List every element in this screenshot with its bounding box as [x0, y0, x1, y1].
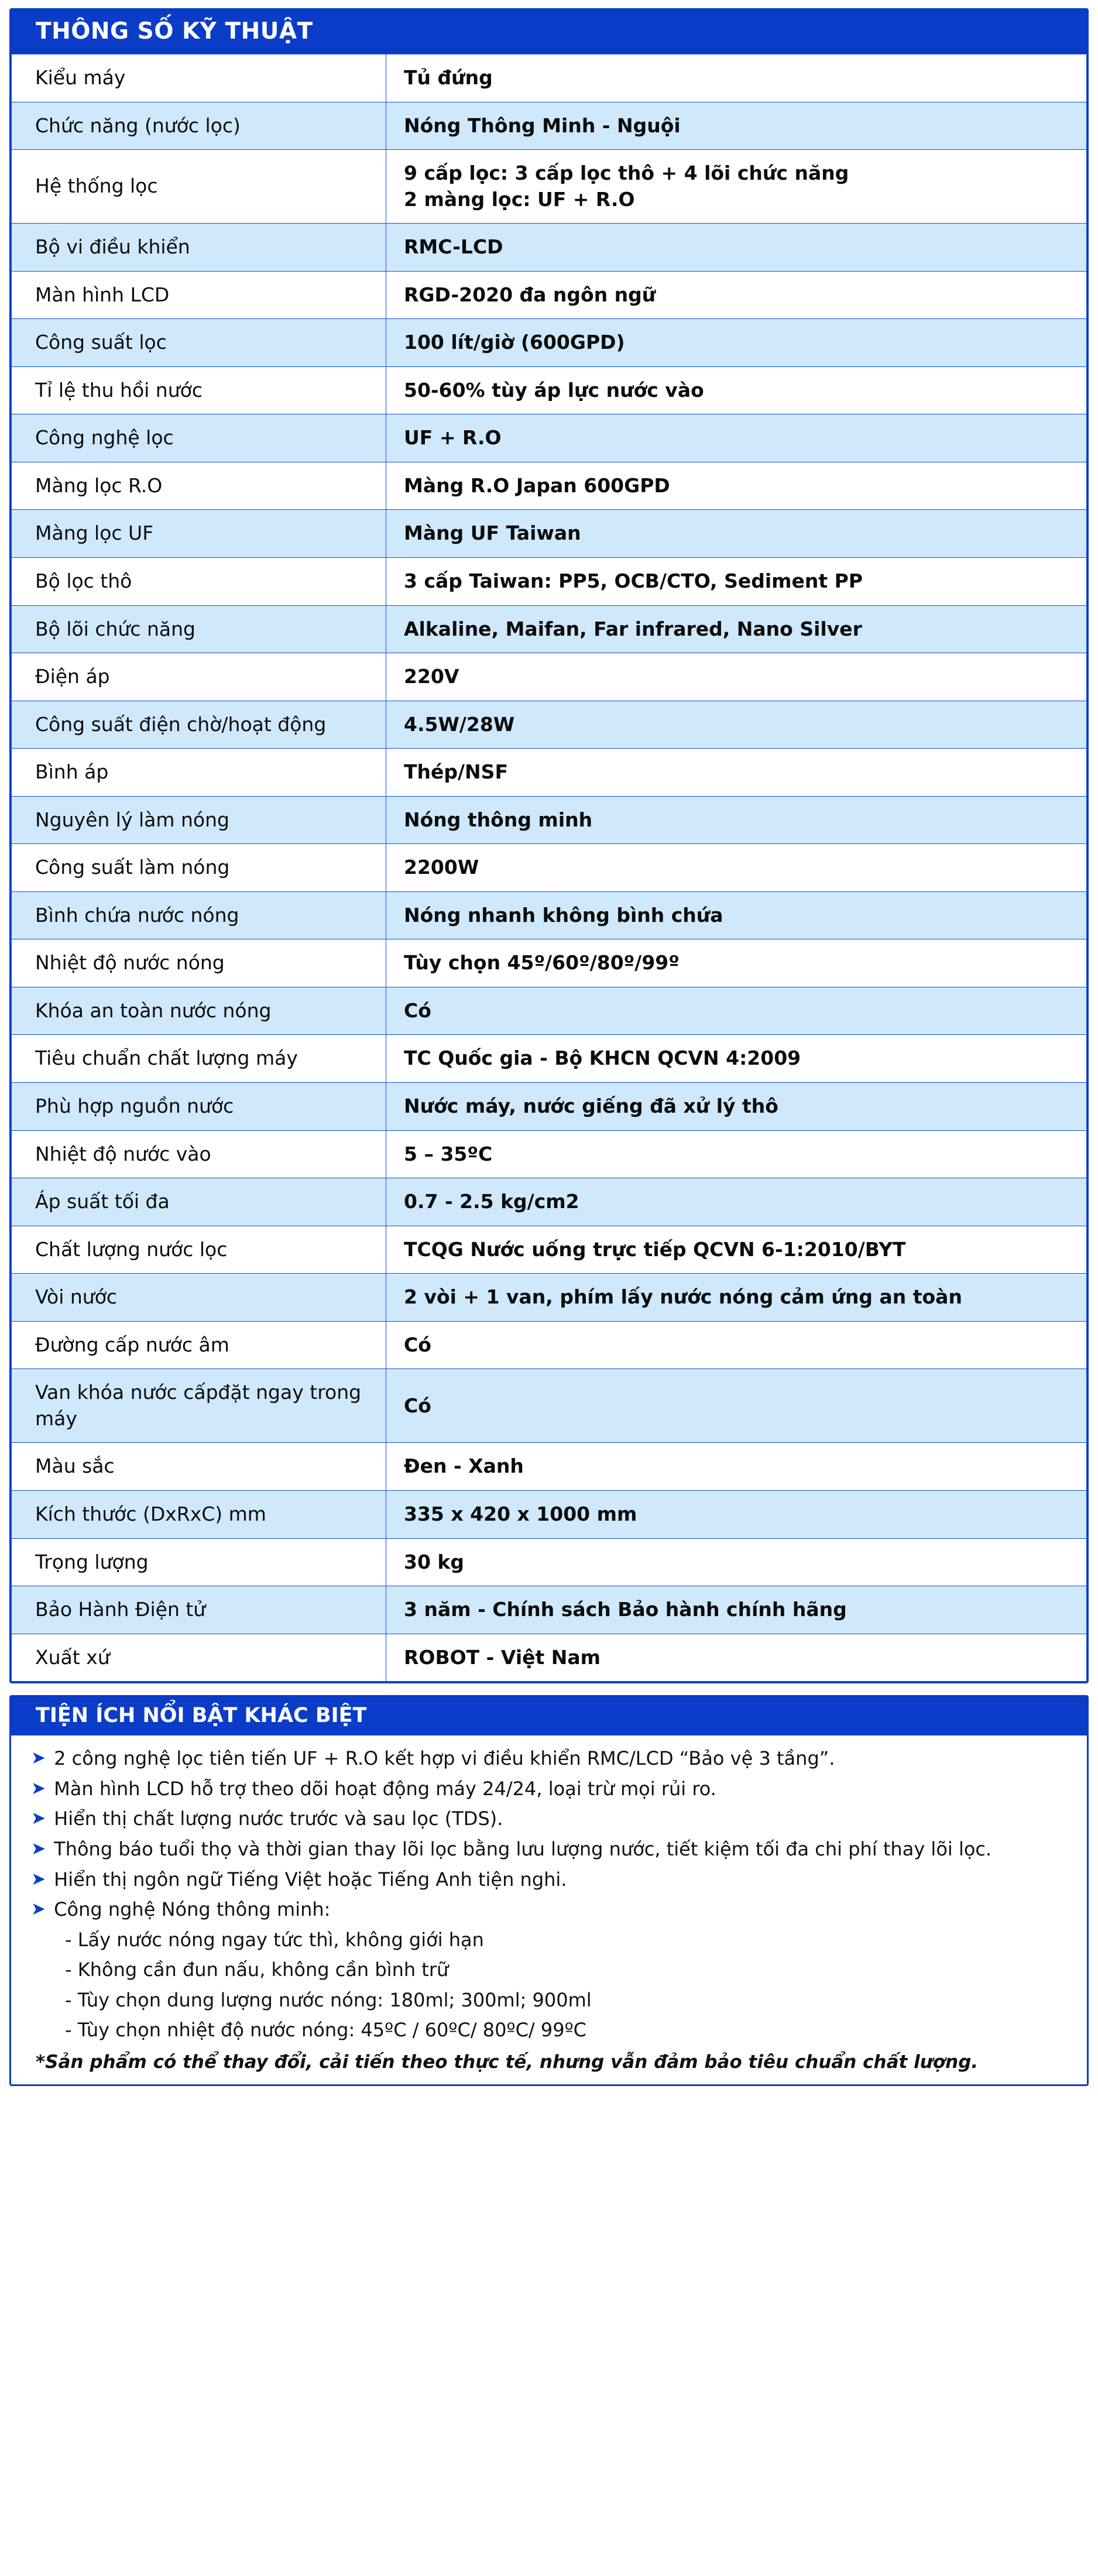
list-item: [31, 1744, 1069, 1774]
arrow-bullet-icon: ➤: [31, 1868, 46, 1889]
list-item-label: Hiển thị chất lượng nước trước và sau lọc (TDS).: [54, 1807, 503, 1830]
sub-list-item: - Tùy chọn nhiệt độ nước nóng: 45ºC / 60ºC/ 80ºC/ 99ºC: [65, 2019, 586, 2042]
list-item-label: Màn hình LCD hỗ trợ theo dõi hoạt động máy 24/24, loại trừ mọi rủi ro.: [54, 1777, 716, 1800]
spec-value: [386, 605, 1087, 653]
table-row: [12, 1130, 1087, 1178]
spec-value-line: Nước máy, nước giếng đã xử lý thô: [404, 1095, 778, 1118]
spec-key: Bộ vi điều khiển: [12, 224, 386, 272]
spec-key: Vòi nước: [12, 1274, 386, 1322]
spec-value: [386, 1083, 1087, 1131]
list-item: [31, 1774, 1069, 1805]
spec-key: Khóa an toàn nước nóng: [12, 987, 386, 1035]
spec-key: Màn hình LCD: [12, 271, 386, 319]
spec-value: [386, 271, 1087, 319]
spec-value: [386, 1178, 1087, 1226]
specifications-table: [11, 54, 1087, 1682]
arrow-bullet-icon: ➤: [31, 1748, 46, 1769]
spec-key: Bình áp: [12, 749, 386, 797]
spec-value: [386, 939, 1087, 987]
spec-key: Tỉ lệ thu hồi nước: [12, 366, 386, 414]
table-row: [12, 987, 1087, 1035]
spec-value: [386, 891, 1087, 939]
spec-value-line: Có: [404, 999, 431, 1022]
spec-key: Nhiệt độ nước vào: [12, 1130, 386, 1178]
table-row: [12, 54, 1087, 102]
spec-value: [386, 653, 1087, 701]
spec-value: [386, 1130, 1087, 1178]
table-row: [12, 366, 1087, 414]
list-item: [31, 1804, 1069, 1834]
spec-key: Phù hợp nguồn nước: [12, 1083, 386, 1131]
table-row: [12, 1538, 1087, 1586]
spec-value: [386, 701, 1087, 749]
spec-value-line: 3 cấp Taiwan: PP5, OCB/CTO, Sediment PP: [404, 570, 863, 593]
spec-value-line: TCQG Nước uống trực tiếp QCVN 6-1:2010/BYT: [404, 1237, 906, 1261]
sub-list-item: - Lấy nước nóng ngay tức thì, không giới hạn: [65, 1928, 484, 1951]
spec-value: [386, 558, 1087, 606]
table-row: [12, 1443, 1087, 1491]
list-item-label: 2 công nghệ lọc tiên tiến UF + R.O kết hợp vi điều khiển RMC/LCD “Bảo vệ 3 tầng”.: [54, 1747, 835, 1770]
spec-value: [386, 1321, 1087, 1369]
table-row: [12, 1226, 1087, 1274]
spec-value-line: Có: [404, 1333, 431, 1356]
spec-key: Bảo Hành Điện tử: [12, 1586, 386, 1634]
arrow-bullet-icon: ➤: [31, 1899, 46, 1920]
spec-value-line: 9 cấp lọc: 3 cấp lọc thô + 4 lõi chức năng: [404, 162, 849, 185]
spec-value: [386, 1274, 1087, 1322]
spec-key: Màng lọc R.O: [12, 462, 386, 510]
spec-key: Chất lượng nước lọc: [12, 1226, 386, 1274]
spec-value-line: 100 lít/giờ (600GPD): [404, 331, 625, 354]
spec-value: [386, 1586, 1087, 1634]
table-row: [12, 1369, 1087, 1443]
list-item: [31, 1895, 1069, 1925]
spec-value: [386, 1226, 1087, 1274]
spec-value-line: Nóng nhanh không bình chứa: [404, 903, 723, 927]
spec-key: Màu sắc: [12, 1443, 386, 1491]
spec-key: Nguyên lý làm nóng: [12, 796, 386, 844]
spec-key: Điện áp: [12, 653, 386, 701]
list-item-label: Thông báo tuổi thọ và thời gian thay lõi lọc bằng lưu lượng nước, tiết kiệm tối đa chi phí thay lõi lọc.: [54, 1837, 992, 1860]
table-row: [12, 1083, 1087, 1131]
spec-key: Bình chứa nước nóng: [12, 891, 386, 939]
spec-key: Kích thước (DxRxC) mm: [12, 1490, 386, 1538]
spec-key: Áp suất tối đa: [12, 1178, 386, 1226]
spec-value: [386, 844, 1087, 892]
table-row: [12, 558, 1087, 606]
spec-key-line: đặt ngay trong máy: [35, 1381, 362, 1430]
table-row: [12, 939, 1087, 987]
table-row: [12, 605, 1087, 653]
table-row: [12, 1035, 1087, 1083]
spec-key: Kiểu máy: [12, 54, 386, 102]
table-row: [12, 1274, 1087, 1322]
table-row: [12, 510, 1087, 558]
table-row: [12, 844, 1087, 892]
spec-value-line: Màng UF Taiwan: [404, 522, 581, 545]
spec-key: Màng lọc UF: [12, 510, 386, 558]
spec-value-line: Màng R.O Japan 600GPD: [404, 474, 670, 497]
spec-key-line: Van khóa nước cấp: [35, 1381, 218, 1404]
spec-value-line: 2200W: [404, 856, 479, 879]
spec-value-line: UF + R.O: [404, 426, 502, 450]
features-panel: [9, 1695, 1089, 2086]
spec-key: Bộ lọc thô: [12, 558, 386, 606]
spec-value-line: Nóng Thông Minh - Nguội: [404, 114, 681, 137]
spec-value-line: 4.5W/28W: [404, 712, 515, 736]
spec-value-line: Tủ đứng: [404, 66, 493, 89]
features-body: [11, 1735, 1087, 2084]
table-row: [12, 701, 1087, 749]
spec-value: [386, 987, 1087, 1035]
list-item: [31, 1834, 1069, 1865]
spec-value: [386, 749, 1087, 797]
spec-value-line: Có: [404, 1394, 431, 1417]
table-row: [12, 1490, 1087, 1538]
specifications-table-panel: [9, 8, 1089, 1683]
list-item-label: Công nghệ Nóng thông minh:: [54, 1898, 331, 1921]
spec-value-line: 50-60% tùy áp lực nước vào: [404, 378, 704, 402]
spec-value-line: 3 năm - Chính sách Bảo hành chính hãng: [404, 1598, 847, 1621]
spec-value-line: 0.7 - 2.5 kg/cm2: [404, 1190, 579, 1213]
spec-value-line: Nóng thông minh: [404, 808, 593, 831]
spec-key: Công suất làm nóng: [12, 844, 386, 892]
list-item: [31, 1865, 1069, 1895]
spec-value: [386, 224, 1087, 272]
footnote-text: *Sản phẩm có thể thay đổi, cải tiến theo thực tế, nhưng vẫn đảm bảo tiêu chuẩn chất lượng.: [36, 2052, 979, 2073]
spec-value: [386, 54, 1087, 102]
spec-key: Nhiệt độ nước nóng: [12, 939, 386, 987]
list-item-label: Hiển thị ngôn ngữ Tiếng Việt hoặc Tiếng Anh tiện nghi.: [54, 1868, 567, 1891]
spec-key: Công suất điện chờ/hoạt động: [12, 701, 386, 749]
table-row: [12, 319, 1087, 367]
arrow-bullet-icon: ➤: [31, 1778, 46, 1799]
table-row: [12, 891, 1087, 939]
spec-value: [386, 796, 1087, 844]
spec-key: Tiêu chuẩn chất lượng máy: [12, 1035, 386, 1083]
spec-value: [386, 414, 1087, 462]
spec-key: Công nghệ lọc: [12, 414, 386, 462]
spec-value: [386, 366, 1087, 414]
sub-list-item: - Tùy chọn dung lượng nước nóng: 180ml; 300ml; 900ml: [65, 1988, 592, 2011]
spec-key: Trọng lượng: [12, 1538, 386, 1586]
spec-value-line: 220V: [404, 665, 459, 688]
spec-value: [386, 1490, 1087, 1538]
spec-value-line: TC Quốc gia - Bộ KHCN QCVN 4:2009: [404, 1047, 801, 1070]
spec-value-line: 5 – 35ºC: [404, 1142, 493, 1165]
table-row: [12, 1634, 1087, 1682]
spec-value: [386, 462, 1087, 510]
spec-value-line: RGD-2020 đa ngôn ngữ: [404, 283, 656, 306]
spec-value-line: 335 x 420 x 1000 mm: [404, 1502, 637, 1525]
spec-value-line: ROBOT - Việt Nam: [404, 1645, 601, 1669]
spec-value-line: Tùy chọn 45º/60º/80º/99º: [404, 951, 680, 975]
table-row: [12, 749, 1087, 797]
spec-key: Công suất lọc: [12, 319, 386, 367]
spec-value: [386, 102, 1087, 150]
spec-key: Chức năng (nước lọc): [12, 102, 386, 150]
arrow-bullet-icon: ➤: [31, 1838, 46, 1859]
table-row: [12, 102, 1087, 150]
table-row: [12, 414, 1087, 462]
features-title: TIỆN ÍCH NỔI BẬT KHÁC BIỆT: [11, 1697, 1087, 1735]
spec-key: Bộ lõi chức năng: [12, 605, 386, 653]
spec-value-line: Đen - Xanh: [404, 1455, 524, 1478]
spec-value: [386, 1538, 1087, 1586]
table-row: [12, 1321, 1087, 1369]
spec-value-line: 30 kg: [404, 1550, 464, 1573]
spec-value-line: 2 màng lọc: UF + R.O: [404, 187, 635, 211]
table-row: [12, 271, 1087, 319]
spec-value: [386, 1035, 1087, 1083]
spec-value-line: Alkaline, Maifan, Far infrared, Nano Silver: [404, 617, 862, 640]
table-row: [12, 1178, 1087, 1226]
spec-key: [12, 1369, 386, 1443]
sub-list-item: - Không cần đun nấu, không cần bình trữ: [65, 1958, 449, 1981]
table-row: [12, 224, 1087, 272]
spec-key: Hệ thống lọc: [12, 150, 386, 224]
table-row: [12, 1586, 1087, 1634]
spec-value: [386, 150, 1087, 224]
spec-value: [386, 1634, 1087, 1682]
spec-value: [386, 319, 1087, 367]
spec-value: [386, 510, 1087, 558]
table-row: [12, 462, 1087, 510]
table-row: [12, 653, 1087, 701]
spec-value-line: 2 vòi + 1 van, phím lấy nước nóng cảm ứng an toàn: [404, 1285, 962, 1309]
spec-key: Xuất xứ: [12, 1634, 386, 1682]
spec-value-line: Thép/NSF: [404, 760, 508, 784]
table-row: [12, 796, 1087, 844]
spec-key: Đường cấp nước âm: [12, 1321, 386, 1369]
specifications-title: THÔNG SỐ KỸ THUẬT: [11, 10, 1087, 54]
spec-value: [386, 1369, 1087, 1443]
spec-value-line: RMC-LCD: [404, 235, 503, 259]
spec-value: [386, 1443, 1087, 1491]
arrow-bullet-icon: ➤: [31, 1808, 46, 1829]
table-row: [12, 150, 1087, 224]
